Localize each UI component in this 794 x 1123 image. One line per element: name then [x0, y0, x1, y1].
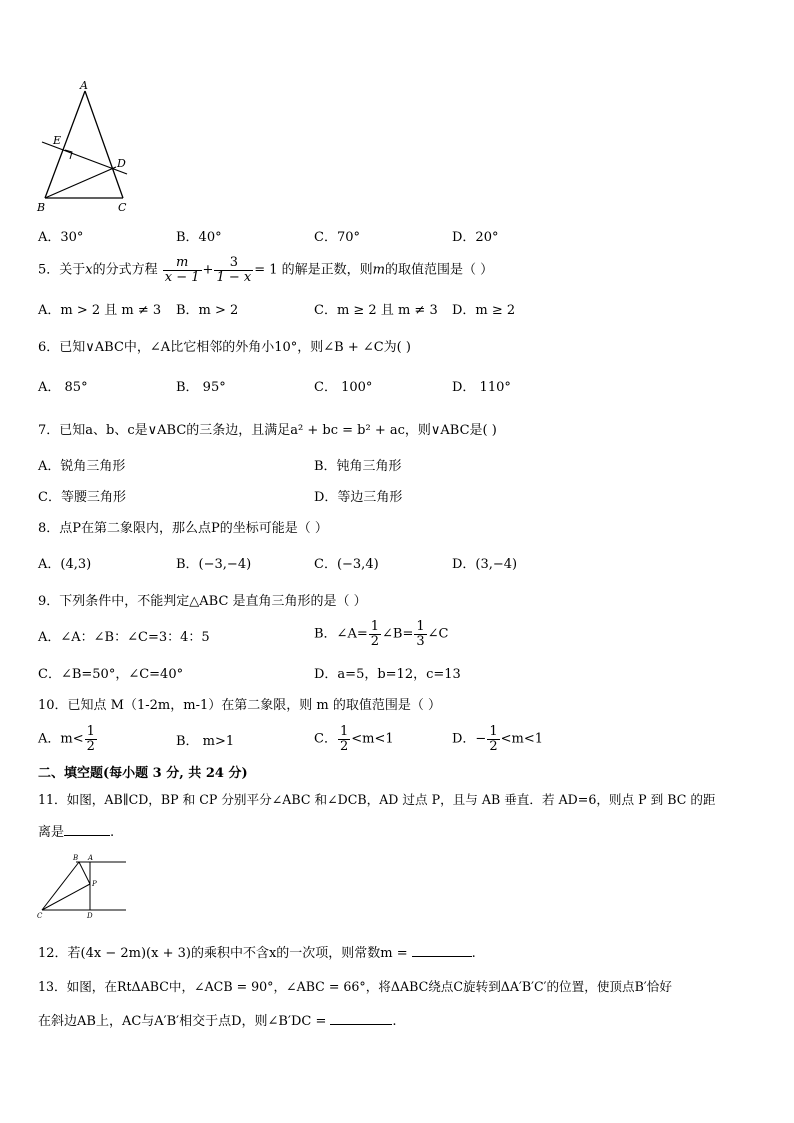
section-heading-fill-blank: 二、填空题(每小题 3 分, 共 24 分) [38, 766, 248, 781]
q11-line-1: 11．如图，AB∥CD，BP 和 CP 分别平分∠ABC 和∠DCB，AD 过点 P，且与 AB 垂直．若 AD=6，则点 P 到 BC 的距 [38, 792, 716, 807]
q6-option-a: A． 85° [38, 380, 88, 395]
fig2-label-C: C [37, 912, 43, 920]
fig1-label-E: E [53, 134, 62, 147]
fig2-label-B: B [73, 854, 79, 862]
fig1-label-D: D [117, 157, 126, 170]
q9-option-c: C．∠B=50°，∠C=40° [38, 667, 184, 682]
fig1-label-B: B [37, 201, 46, 214]
q5-option-b: B．m > 2 [176, 303, 239, 318]
q10-option-c: C． $\frac{1}{2}$ <m<1 [314, 724, 394, 754]
q8-question: 8．点P在第二象限内，那么点P的坐标可能是（ ） [38, 521, 328, 536]
fig1-label-A: A [80, 79, 88, 92]
q7-option-b: B．钝角三角形 [314, 459, 402, 474]
fig2-label-A: A [88, 854, 94, 862]
q9-question: 9．下列条件中，不能判定△ABC 是直角三角形的是（ ） [38, 594, 367, 609]
q7-option-c: C．等腰三角形 [38, 490, 126, 505]
q4-option-b: B．40° [176, 230, 222, 245]
q8-option-d: D．(3,−4) [452, 557, 518, 572]
triangle-figure-1 [30, 78, 140, 218]
q6-question: 6．已知∨ABC中，∠A比它相邻的外角小10°，则∠B + ∠C为( ) [38, 340, 411, 355]
q12-question: 12．若(4x − 2m)(x + 3)的乘积中不含x的一次项，则常数m = . [38, 946, 476, 961]
q7-question: 7．已知a、b、c是∨ABC的三条边，且满足a² + bc = b² + ac，则∨ABC是( ) [38, 423, 497, 438]
q7-option-d: D．等边三角形 [314, 490, 403, 505]
parallel-lines-figure-2 [34, 852, 129, 922]
q9-option-d: D．a=5，b=12，c=13 [314, 667, 461, 682]
q10-question: 10．已知点 M（1-2m，m-1）在第二象限，则 m 的取值范围是（ ） [38, 698, 441, 713]
q6-option-b: B． 95° [176, 380, 226, 395]
q13-line-2: 在斜边AB上，AC与A′B′相交于点D，则∠B′DC = . [38, 1014, 397, 1029]
q8-option-c: C．(−3,4) [314, 557, 379, 572]
q9-option-a: A．∠A：∠B：∠C=3：4：5 [38, 630, 210, 645]
fig1-label-C: C [118, 201, 127, 214]
q7-option-a: A．锐角三角形 [38, 459, 126, 474]
q8-option-a: A．(4,3) [38, 557, 92, 572]
q4-option-d: D．20° [452, 230, 499, 245]
q10-option-d: D．− $\frac{1}{2}$ <m<1 [452, 724, 543, 754]
q10-option-b: B． m>1 [176, 734, 235, 749]
q5-option-a: A．m > 2 且 m ≠ 3 [38, 303, 162, 318]
q5-option-d: D．m ≥ 2 [452, 303, 516, 318]
q4-option-a: A．30° [38, 230, 84, 245]
q13-line-1: 13．如图，在RtΔABC中，∠ACB = 90°，∠ABC = 66°，将ΔABC绕点C旋转到ΔA′B′C′的位置，使顶点B′恰好 [38, 979, 672, 994]
q6-option-c: C． 100° [314, 380, 373, 395]
q5-option-c: C．m ≥ 2 且 m ≠ 3 [314, 303, 438, 318]
q10-option-a: A．m< $\frac{1}{2}$ [38, 724, 95, 754]
q5-question: 5．关于x的分式方程 $\frac{m}{x - 1}$ + $\frac{3}{1 - x}$ = 1 的解是正数，则m的取值范围是（ ） [38, 255, 494, 285]
q6-option-d: D． 110° [452, 380, 511, 395]
q4-option-c: C．70° [314, 230, 360, 245]
fig2-label-P: P [92, 880, 97, 888]
fig2-label-D: D [87, 912, 93, 920]
q11-line-2: 离是 . [38, 825, 115, 840]
q9-option-b: B．∠A= $\frac{1}{2}$ ∠B= $\frac{1}{3}$ ∠C [314, 619, 449, 649]
q8-option-b: B．(−3,−4) [176, 557, 252, 572]
